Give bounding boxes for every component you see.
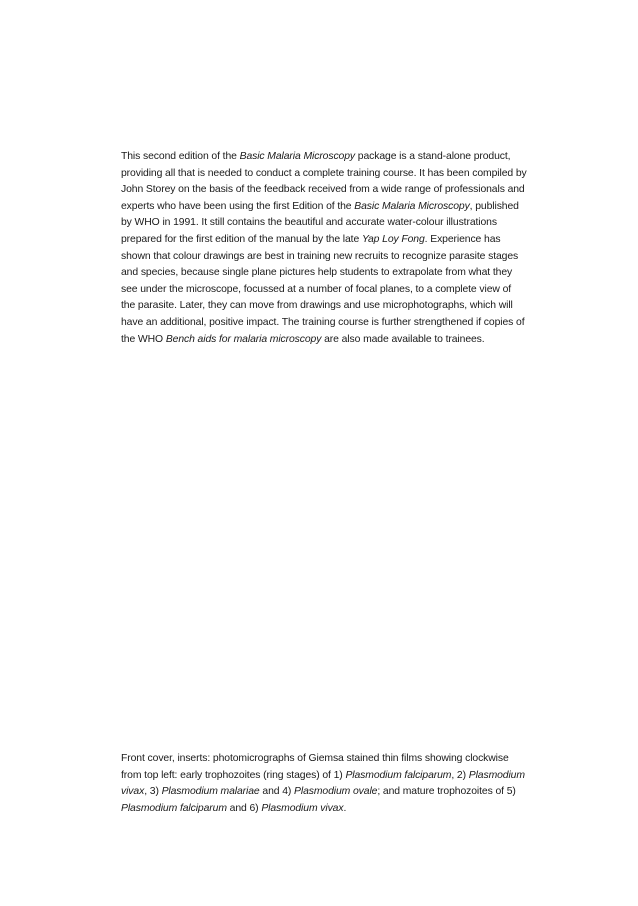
text-run: by WHO in 1991. It still contains the beautiful and accurate water-colour illustrations bbox=[121, 217, 497, 229]
italic-text: Plasmodium vivax bbox=[261, 802, 344, 814]
text-line bbox=[121, 215, 521, 232]
text-run: , published bbox=[469, 200, 519, 212]
text-line bbox=[121, 265, 521, 282]
text-run: John Storey on the basis of the feedback received from a wide range of professionals and bbox=[121, 184, 525, 196]
text-line bbox=[121, 751, 521, 768]
italic-text: Basic Malaria Microscopy bbox=[239, 151, 356, 162]
text-line bbox=[121, 784, 521, 801]
italic-text: Bench aids for malaria microscopy bbox=[165, 333, 322, 345]
text-run: , 2) bbox=[451, 769, 469, 781]
text-run: from top left: early trophozoites (ring stages) of 1) bbox=[121, 769, 346, 781]
text-run: . bbox=[343, 802, 347, 814]
text-run: package is a stand-alone product, bbox=[355, 151, 511, 162]
italic-text: Yap Loy Fong bbox=[361, 233, 425, 245]
italic-text: Plasmodium malariae bbox=[161, 786, 260, 798]
text-run: see under the microscope, focussed at a number of focal planes, to a complete view of bbox=[121, 283, 512, 295]
text-line bbox=[121, 332, 521, 349]
italic-text: Plasmodium falciparum bbox=[345, 769, 452, 781]
text-run: prepared for the first edition of the manual by the late bbox=[121, 233, 362, 245]
text-line bbox=[121, 199, 521, 216]
text-line bbox=[121, 801, 521, 818]
text-line bbox=[121, 282, 521, 299]
text-run: , 3) bbox=[144, 786, 162, 798]
italic-text: Plasmodium bbox=[468, 769, 525, 781]
text-run: shown that colour drawings are best in training new recruits to recognize parasite stages bbox=[121, 250, 519, 262]
text-run: experts who have been using the first Edition of the bbox=[121, 200, 355, 212]
text-line bbox=[121, 315, 525, 332]
text-run: the WHO bbox=[121, 333, 166, 345]
italic-text: vivax bbox=[121, 786, 145, 798]
text-run: . Experience has bbox=[424, 233, 501, 245]
text-line bbox=[121, 166, 527, 183]
cover-caption bbox=[121, 751, 525, 817]
text-line bbox=[121, 298, 521, 315]
text-run: and 4) bbox=[259, 786, 295, 798]
text-line bbox=[121, 149, 521, 166]
text-run: providing all that is needed to conduct a complete training course. It has been compiled by bbox=[121, 167, 527, 179]
text-run: ; and mature trophozoites of 5) bbox=[377, 786, 516, 798]
text-run: the parasite. Later, they can move from drawings and use microphotographs, which will bbox=[121, 300, 513, 312]
text-line bbox=[121, 768, 525, 785]
text-line bbox=[121, 182, 525, 199]
text-line bbox=[121, 232, 521, 249]
intro-paragraph bbox=[121, 149, 527, 348]
italic-text: Plasmodium ovale bbox=[294, 786, 378, 798]
italic-text: Plasmodium falciparum bbox=[121, 802, 227, 814]
text-run: are also made available to trainees. bbox=[321, 333, 485, 345]
text-run: and 6) bbox=[226, 802, 262, 814]
text-line bbox=[121, 249, 521, 266]
text-run: Front cover, inserts: photomicrographs of Giemsa stained thin films showing clockwise bbox=[121, 753, 509, 764]
italic-text: Basic Malaria Microscopy bbox=[354, 200, 470, 212]
text-run: have an additional, positive impact. The training course is further strengthened if copies of bbox=[121, 316, 525, 328]
text-run: This second edition of the bbox=[121, 151, 240, 162]
text-run: and species, because single plane pictures help students to extrapolate from what they bbox=[121, 267, 513, 279]
